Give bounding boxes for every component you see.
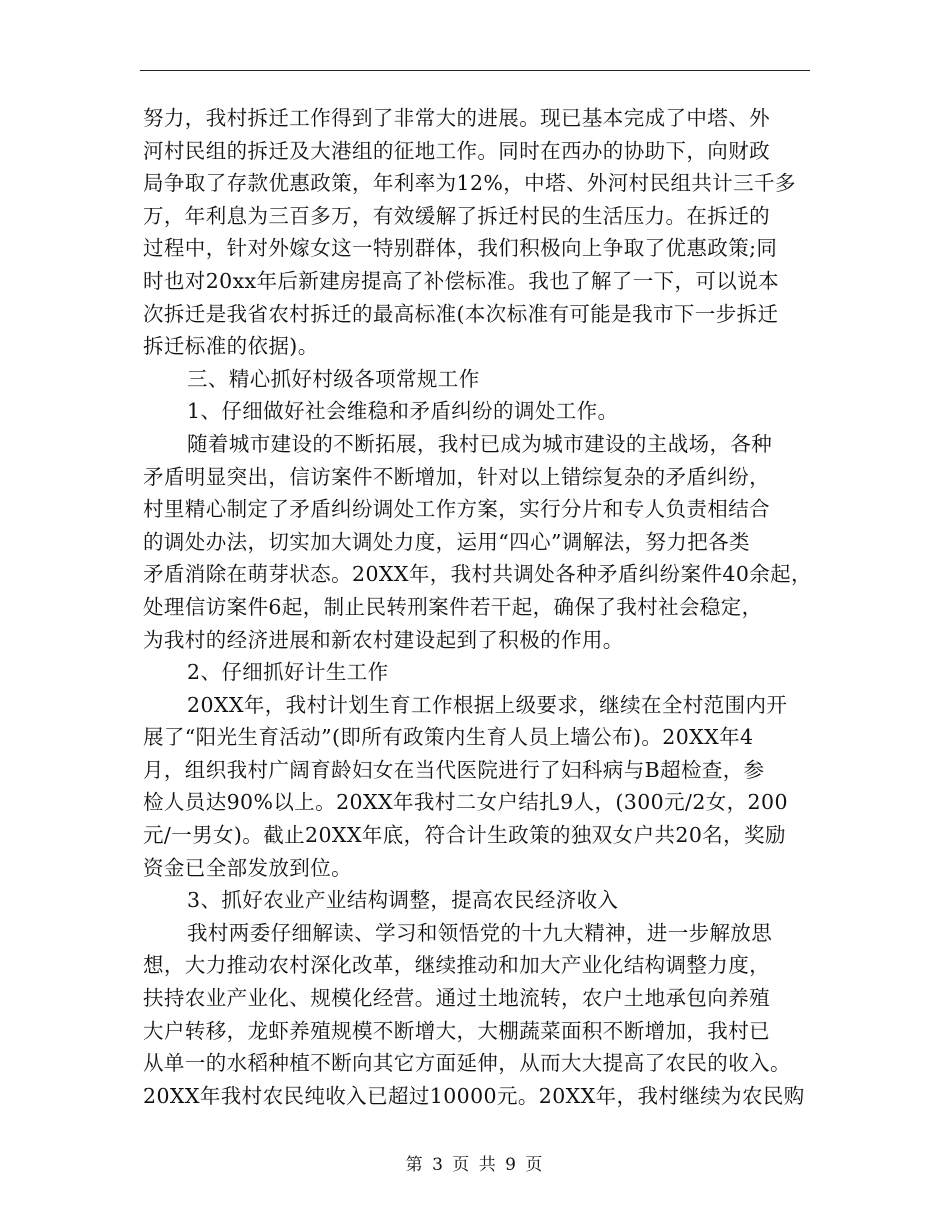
text-line: 努力，我村拆迁工作得到了非常大的进展。现已基本完成了中塔、外 <box>143 106 770 130</box>
document-body <box>143 102 823 1112</box>
text-line: 拆迁标准的依据)。 <box>143 334 319 359</box>
text-line: 处理信访案件6起，制止民转刑案件若干起，确保了我村社会稳定， <box>143 594 763 619</box>
text-line: 随着城市建设的不断拓展，我村已成为城市建设的主战场，各种 <box>187 431 773 456</box>
text-line: 1、仔细做好社会维稳和矛盾纠纷的调处工作。 <box>187 399 619 424</box>
text-line: 矛盾消除在萌芽状态。20XX年，我村共调处各种矛盾纠纷案件40余起， <box>143 562 812 587</box>
text-line: 检人员达90%以上。20XX年我村二女户结扎9人，(300元/2女，200 <box>143 790 788 815</box>
text-line: 过程中，针对外嫁女这一特别群体，我们积极向上争取了优惠政策;同 <box>143 236 778 261</box>
text-line: 大户转移，龙虾养殖规模不断增大，大棚蔬菜面积不断增加，我村已 <box>143 1018 770 1043</box>
text-line: 3、抓好农业产业结构调整，提高农民经济收入 <box>187 888 619 913</box>
text-line: 想，大力推动农村深化改革，继续推动和加大产业化结构调整力度， <box>143 953 770 978</box>
text-line: 资金已全部发放到位。 <box>143 855 352 880</box>
text-line: 村里精心制定了矛盾纠纷调处工作方案，实行分片和专人负责相结合 <box>143 497 770 522</box>
text-line: 次拆迁是我省农村拆迁的最高标准(本次标准有可能是我市下一步拆迁 <box>143 301 779 326</box>
text-line: 河村民组的拆迁及大港组的征地工作。同时在西办的协助下，向财政 <box>143 138 770 163</box>
text-line: 的调处办法，切实加大调处力度，运用“四心”调解法，努力把各类 <box>143 529 750 554</box>
text-line: 展了“阳光生育活动”(即所有政策内生育人员上墙公布)。20XX年4 <box>143 725 754 750</box>
text-line: 2、仔细抓好计生工作 <box>187 660 389 685</box>
text-line: 扶持农业产业化、规模化经营。通过土地流转，农户土地承包向养殖 <box>143 986 770 1011</box>
text-line: 20XX年，我村计划生育工作根据上级要求，继续在全村范围内开 <box>187 692 788 717</box>
text-line: 局争取了存款优惠政策，年利率为12%，中塔、外河村民组共计三千多 <box>143 171 796 196</box>
text-line: 从单一的水稻种植不断向其它方面延伸，从而大大提高了农民的收入。 <box>143 1051 791 1076</box>
text-line: 我村两委仔细解读、学习和领悟党的十九大精神，进一步解放思 <box>187 920 773 945</box>
text-line: 三、精心抓好村级各项常规工作 <box>187 366 480 391</box>
text-line: 万，年利息为三百多万，有效缓解了拆迁村民的生活压力。在拆迁的 <box>143 203 770 228</box>
text-line: 时也对20xx年后新建房提高了补偿标准。我也了解了一下，可以说本 <box>143 268 780 293</box>
text-line: 月，组织我村广阔育龄妇女在当代医院进行了妇科病与B超检查，参 <box>143 757 765 782</box>
page-footer: 第 3 页 共 9 页 <box>405 1155 545 1175</box>
text-line: 为我村的经济进展和新农村建设起到了积极的作用。 <box>143 627 624 652</box>
header-rule <box>140 70 810 71</box>
text-line: 矛盾明显突出，信访案件不断增加，针对以上错综复杂的矛盾纠纷， <box>143 464 770 489</box>
text-line: 20XX年我村农民纯收入已超过10000元。20XX年，我村继续为农民购 <box>143 1083 805 1108</box>
text-line: 元/一男女)。截止20XX年底，符合计生政策的独双女户共20名，奖励 <box>143 823 786 848</box>
